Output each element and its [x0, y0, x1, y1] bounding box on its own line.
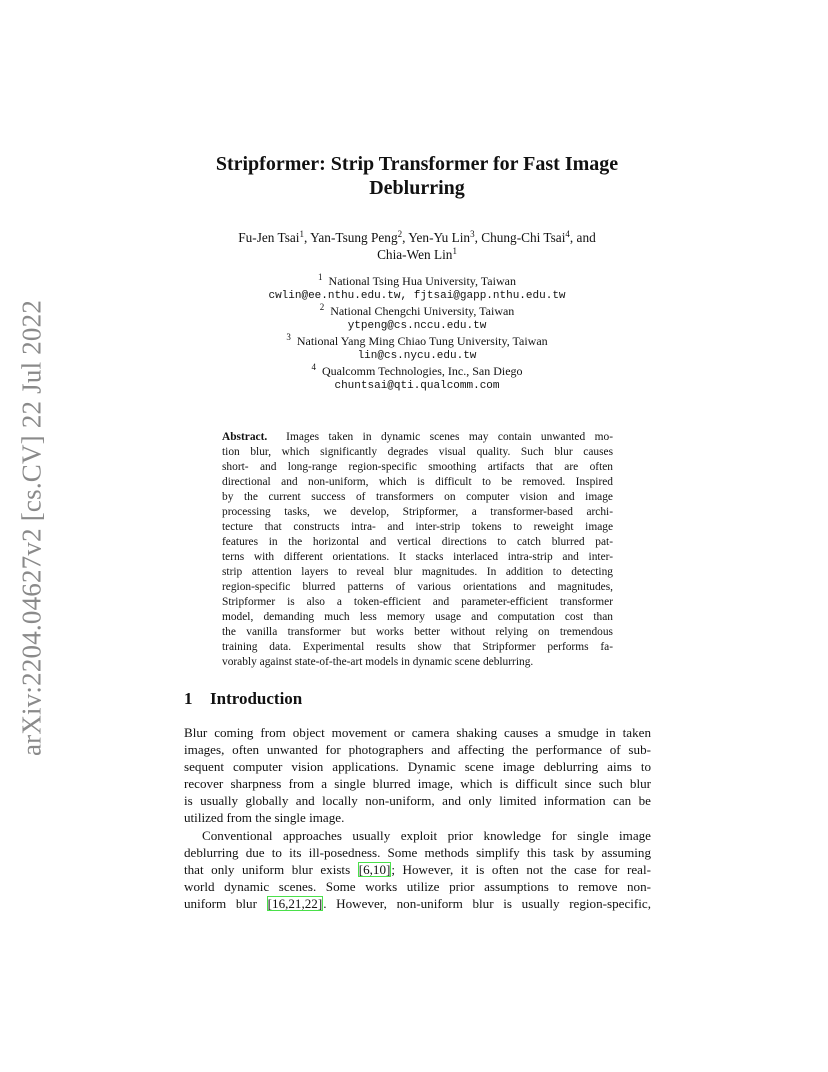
affiliation-email: chuntsai@qti.qualcomm.com: [334, 380, 500, 392]
citation-link[interactable]: [6,10]: [358, 861, 391, 877]
affiliation-name: [170, 364, 664, 379]
affiliation-mark: 2: [319, 302, 325, 312]
affiliation-mark: 4: [311, 362, 316, 372]
abstract-label: Abstract.: [222, 431, 268, 443]
author-text: Fu-Jen Tsai: [238, 230, 300, 245]
affiliation-list: [170, 274, 664, 394]
abstract-line: short- and long-range region-specific smoothing artifacts that are often: [222, 461, 613, 473]
abstract-line: by the current success of transformers on computer vision and image: [222, 491, 613, 503]
body-line: Conventional approaches usually exploit prior knowledge for single image: [202, 827, 651, 843]
arxiv-identifier-text: arXiv:2204.04627v2 [cs.CV] 22 Jul 2022: [16, 299, 47, 756]
abstract-line: region-specific blurred patterns of various orientations and magnitudes,: [222, 581, 613, 593]
author-line-2: [170, 246, 664, 263]
citation-link[interactable]: [16,21,22]: [267, 895, 323, 911]
body-line: is usually globally and locally non-uniform, and only limited information can be: [184, 793, 651, 809]
body-line: sequent computer vision applications. Dynamic scene image deblurring aims to: [184, 759, 651, 775]
abstract-text: Images taken in dynamic scenes may contain unwanted mo-: [286, 431, 613, 443]
affiliation-name: [170, 304, 664, 319]
author-text: , Yen-Yu Lin: [402, 230, 471, 245]
author-text: , Yan-Tsung Peng: [303, 230, 398, 245]
affiliation-institution: National Tsing Hua University, Taiwan: [328, 274, 516, 288]
affiliation-name: [170, 334, 664, 349]
body-line: Blur coming from object movement or camera shaking causes a smudge in taken: [184, 725, 651, 740]
body-text: . However, non-uniform blur is usually region-specific,: [323, 895, 651, 911]
abstract-line: vorably against state-of-the-art models in dynamic scene deblurring.: [222, 656, 534, 668]
author-affil-mark: 4: [565, 229, 570, 239]
body-line: utilized from the single image.: [184, 810, 345, 826]
abstract-line: tion blur, which significantly degrades visual quality. Such blur causes: [222, 446, 613, 458]
abstract-line: terns with different orientations. It stacks interlaced intra-strip and inter-: [222, 551, 613, 563]
author-text: , Chung-Chi Tsai: [474, 230, 566, 245]
author-affil-mark: 1: [299, 229, 304, 239]
section-number: 1: [184, 689, 193, 708]
body-line: images, often unwanted for photographers and affecting the performance of sub-: [184, 742, 651, 758]
abstract-line: strip attention layers to reveal blur magnitudes. In addition to detecting: [222, 566, 613, 578]
abstract-line: [222, 430, 613, 445]
body-text: uniform blur: [184, 895, 267, 911]
abstract-line: training data. Experimental results show that Stripformer performs fa-: [222, 641, 613, 653]
body-text: ; However, it is often not the case for real-: [391, 861, 651, 877]
abstract-line: features in the horizontal and vertical directions to catch blurred pat-: [222, 536, 613, 548]
abstract: [222, 430, 613, 670]
affiliation-institution: Qualcomm Technologies, Inc., San Diego: [321, 364, 523, 378]
affiliation-email: lin@cs.nycu.edu.tw: [357, 350, 477, 362]
affiliation-email: cwlin@ee.nthu.edu.tw, fjtsai@gapp.nthu.edu.tw: [268, 290, 566, 302]
author-affil-mark: 3: [470, 229, 475, 239]
title-line-2: Deblurring: [369, 177, 465, 199]
arxiv-identifier-stamp: [12, 295, 52, 760]
paper-title: [170, 152, 664, 200]
affiliation-email: ytpeng@cs.nccu.edu.tw: [347, 320, 487, 332]
author-affil-mark: 1: [452, 246, 457, 256]
abstract-line: the vanilla transformer but works better without relying on tremendous: [222, 626, 613, 638]
abstract-line: tecture that constructs intra- and inter-strip tokens to reweight image: [222, 521, 613, 533]
section-heading-introduction: [184, 689, 302, 709]
body-text: that only uniform blur exists: [184, 861, 358, 877]
body-line: world dynamic scenes. Some works utilize prior assumptions to remove non-: [184, 878, 651, 894]
body-line: recover sharpness from a single blurred image, which is difficult since such blur: [184, 776, 651, 792]
author-affil-mark: 2: [397, 229, 403, 239]
author-text: Chia-Wen Lin: [377, 247, 453, 262]
author-line-1: [170, 229, 664, 246]
affiliation-institution: National Chengchi University, Taiwan: [330, 304, 515, 318]
affiliation-mark: 3: [286, 332, 291, 342]
abstract-line: Stripformer is also a token-efficient and parameter-efficient transformer: [222, 596, 613, 608]
abstract-line: directional and non-uniform, which is difficult to be removed. Inspired: [222, 476, 613, 488]
section-title: Introduction: [210, 689, 303, 708]
author-text: , and: [569, 230, 596, 245]
affiliation-mark: 1: [318, 272, 323, 282]
abstract-line: model, demanding much less memory usage and computation cost than: [222, 611, 613, 623]
affiliation-institution: National Yang Ming Chiao Tung University, Taiwan: [296, 334, 548, 348]
author-list: [170, 229, 664, 263]
abstract-line: processing tasks, we develop, Stripformer, a transformer-based archi-: [222, 506, 613, 518]
body-line: [184, 861, 651, 878]
title-line-1: Stripformer: Strip Transformer for Fast Image: [215, 153, 619, 175]
body-line: deblurring due to its ill-posedness. Some methods simplify this task by assuming: [184, 844, 651, 860]
introduction-body: [184, 724, 651, 912]
body-line: [184, 895, 651, 912]
affiliation-name: [170, 274, 664, 289]
